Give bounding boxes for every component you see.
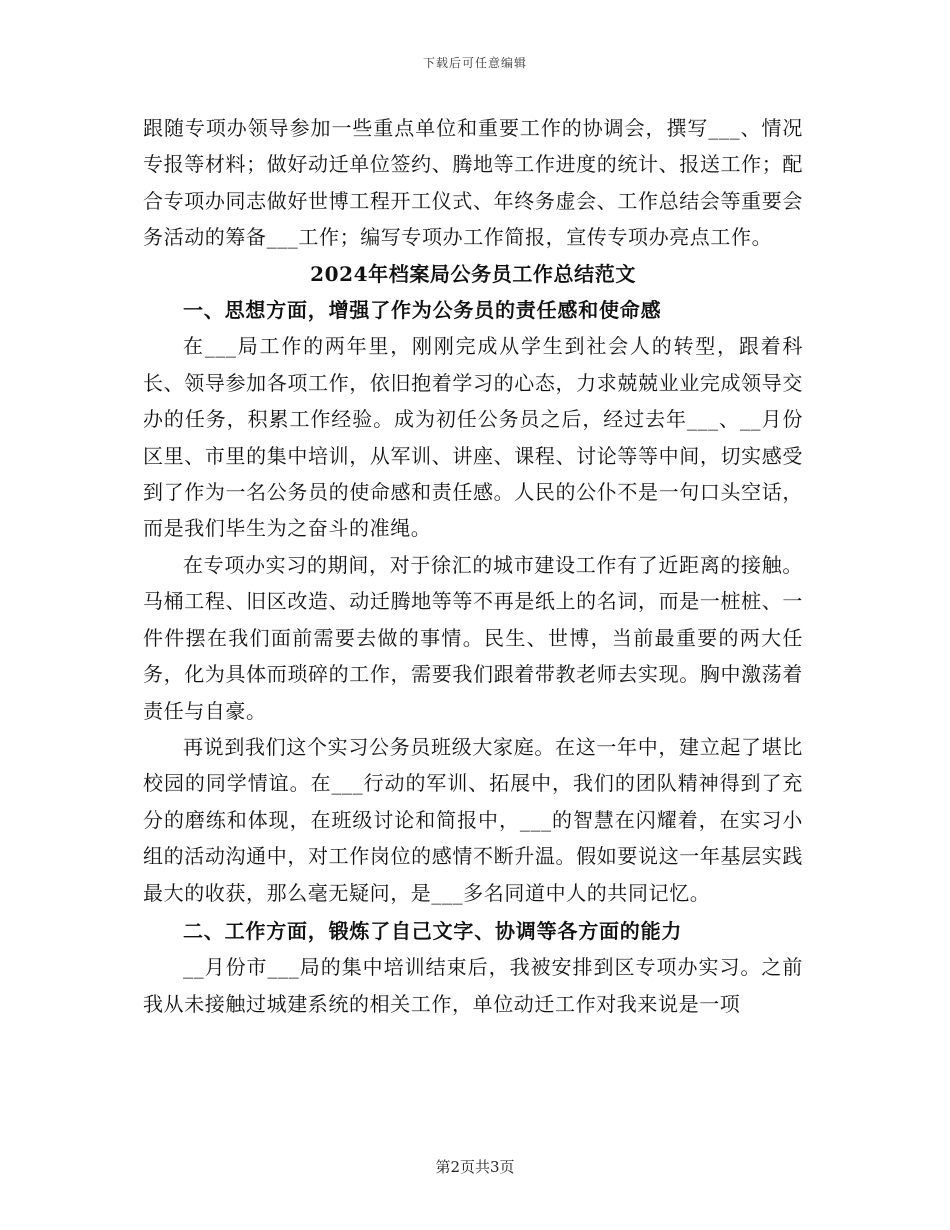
paragraph-3: 再说到我们这个实习公务员班级大家庭。在这一年中，建立起了堪比校园的同学情谊。在___行动的军训、拓展中，我们的团队精神得到了充分的磨练和体现，在班级讨论和简报中，___的智慧在闪耀着，在实习小组的活动沟通中，对工作岗位的感情不断升温。假如要说这一年基层实践最大的收获，那么毫无疑问，是___多名同道中人的共同记忆。 — [143, 734, 803, 905]
section-heading-2: 二、工作方面，锻炼了自己文字、协调等各方面的能力 — [183, 918, 683, 943]
page-header-note: 下载后可任意编辑 — [422, 56, 527, 70]
paragraph-continued: 跟随专项办领导参加一些重点单位和重要工作的协调会，撰写___、情况专报等材料；做好动迁单位签约、腾地等工作进度的统计、报送工作；配合专项办同志做好世博工程开工仪式、年终务虚会、工作总结会等重要会务活动的筹备___工作；编写专项办工作简报，宣传专项办亮点工作。 — [143, 116, 803, 250]
document-title: 2024年档案局公务员工作总结范文 — [310, 261, 636, 286]
page-number-footer: 第2页共3页 — [435, 1158, 515, 1176]
document-body — [143, 110, 803, 1022]
paragraph-4: __月份市___局的集中培训结束后，我被安排到区专项办实习。之前我从未接触过城建系统的相关工作，单位动迁工作对我来说是一项 — [143, 955, 803, 1016]
paragraph-2: 在专项办实习的期间，对于徐汇的城市建设工作有了近距离的接触。马桶工程、旧区改造、动迁腾地等等不再是纸上的名词，而是一桩桩、一件件摆在我们面前需要去做的事情。民生、世博，当前最重要的两大任务，化为具体而琐碎的工作，需要我们跟着带教老师去实现。胸中激荡着责任与自豪。 — [143, 552, 803, 723]
section-heading-1: 一、思想方面，增强了作为公务员的责任感和使命感 — [183, 298, 662, 323]
paragraph-1: 在___局工作的两年里，刚刚完成从学生到社会人的转型，跟着科长、领导参加各项工作，依旧抱着学习的心态，力求兢兢业业完成领导交办的任务，积累工作经验。成为初任公务员之后，经过去年___、__月份区里、市里的集中培训，从军训、讲座、课程、讨论等等中间，切实感受到了作为一名公务员的使命感和责任感。人民的公仆不是一句口头空话，而是我们毕生为之奋斗的准绳。 — [143, 334, 803, 541]
